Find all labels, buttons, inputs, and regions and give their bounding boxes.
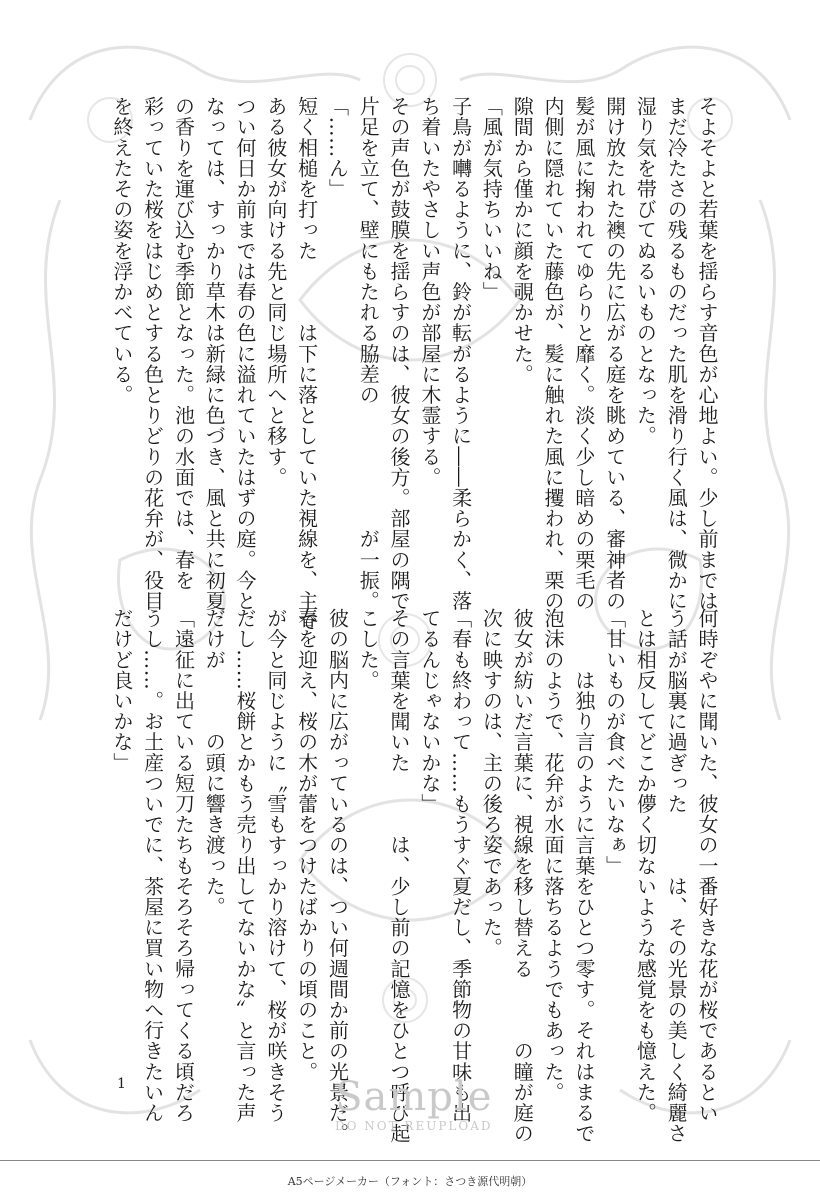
watermark-notice-text: DO NOT REUPLOAD	[335, 1119, 493, 1133]
text-line: 泡沫のようで、花弁が水面に落ちるようでもあった。	[541, 608, 566, 1103]
text-line: 彼女が紡いだ言葉に、視線を移し替える の瞳が庭の	[510, 608, 535, 1144]
text-line: 子鳥が囀るように、鈴が転がるように――柔らかく、落	[448, 96, 473, 611]
text-line: 「風が気持ちいいね」	[479, 96, 504, 302]
text-line: その声色が鼓膜を揺らすのは、彼女の後方。部屋の隅で	[387, 96, 412, 611]
text-line: そよそよと若葉を揺らす音色が心地よい。少し前までは	[695, 96, 719, 611]
text-line: 彩っていた桜をはじめとする色とりどりの花弁が、役目	[140, 96, 165, 611]
text-block-top	[106, 96, 722, 632]
text-line: 「甘いものが食べたいなぁ」	[602, 608, 627, 876]
text-line: は独り言のように言葉をひとつ零す。それはまるで	[571, 608, 596, 1144]
text-line: 湿り気を帯びてぬるいものとなった。	[633, 96, 658, 447]
text-line: その言葉を聞いた は、少し前の記憶をひとつ呼び起	[387, 608, 412, 1144]
text-line: だし……桜餅とかもう売り出してないかな〟と言った声	[233, 608, 258, 1123]
text-line: 髪が風に掬われてゆらりと靡く。淡く少し暗めの栗毛の	[571, 96, 596, 611]
text-line: 「春も終わって……もうすぐ夏だし、季節物の甘味も出	[448, 608, 473, 1123]
text-line: 隙間から僅かに顔を覗かせた。	[510, 96, 535, 385]
text-line: こした。	[356, 608, 381, 691]
text-line: ある彼女が向ける先と同じ場所へと移す。	[263, 96, 288, 488]
text-line: とは相反してどこか儚く切ないような感覚をも憶えた。	[633, 608, 658, 1123]
page-number: 1	[117, 1076, 126, 1092]
footer-caption: A5ページメーカー（フォント：さつき源代明朝）	[287, 1175, 533, 1188]
text-line: 「……ん」	[325, 96, 350, 199]
text-line: 彼の脳内に広がっているのは、つい何週間か前の光景だ。	[325, 608, 350, 1144]
text-line: の香りを運び込む季節となった。池の水面では、春を	[171, 96, 196, 591]
watermark-sample-text: Sample	[335, 1074, 493, 1120]
text-line: 短く相槌を打った は下に落としていた視線を、主で	[294, 96, 319, 632]
text-line: 片足を立て、壁にもたれる脇差の が一振。	[356, 96, 381, 611]
text-line: が今と同じように〝雪もすっかり溶けて、桜が咲きそう	[263, 608, 288, 1123]
text-line: 何時ぞやに聞いた、彼女の一番好きな花が桜であるとい	[695, 608, 719, 1123]
footer-bar	[0, 1160, 820, 1201]
text-line: だけど良いかな」	[109, 608, 134, 773]
text-line: まだ冷たさの残るものだった肌を滑り行く風は、微かに	[664, 96, 689, 611]
text-line: 内側に隠れていた藤色が、髪に触れた風に攫われ、栗の	[541, 96, 566, 611]
text-line: う話が脳裏に過ぎった は、その光景の美しく綺麗さ	[664, 608, 689, 1144]
text-line: てるんじゃないかな」	[417, 608, 442, 814]
text-line: うし……。お土産ついでに、茶屋に買い物へ行きたいん	[140, 608, 165, 1123]
text-line: 次に映すのは、主の後ろ姿であった。	[479, 608, 504, 959]
sample-watermark	[335, 1075, 493, 1133]
text-line: 春を迎え、桜の木が蕾をつけたばかりの頃のこと。	[294, 608, 319, 1082]
text-line: 開け放たれた襖の先に広がる庭を眺めている、審神者の	[602, 96, 627, 611]
text-line: 「遠征に出ている短刀たちもそろそろ帰ってくる頃だろ	[171, 608, 196, 1123]
text-line: だけが の頭に響き渡った。	[202, 608, 227, 917]
text-line: ち着いたやさしい声色が部屋に木霊する。	[417, 96, 442, 488]
text-line: つい何日か前までは春の色に溢れていたはずの庭。今と	[233, 96, 258, 611]
text-line: を終えたその姿を浮かべている。	[109, 96, 134, 405]
text-line: なっては、すっかり草木は新緑に色づき、風と共に初夏	[202, 96, 227, 611]
